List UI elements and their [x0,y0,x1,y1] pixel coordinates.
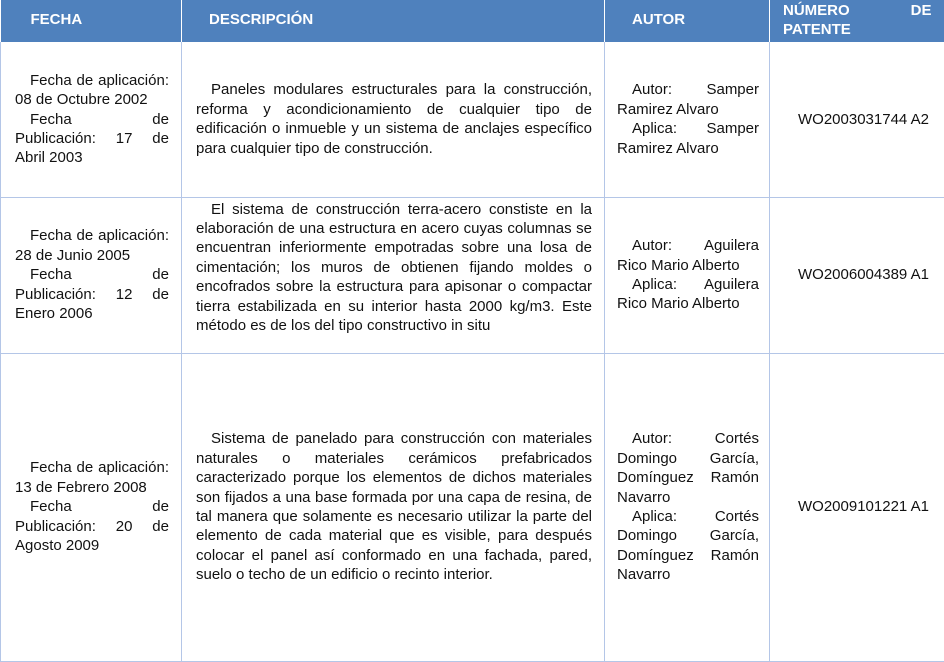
header-fecha: FECHA [1,0,182,42]
fecha-publicacion: Fecha de Publicación: 17 de Abril 2003 [15,110,169,168]
cell-autor [605,197,770,353]
cell-autor [605,42,770,197]
autor-text: Autor: Cortés Domingo García, Domínguez Ramón Navarro [617,429,759,507]
numero-patente-text: WO2006004389 A1 [783,265,934,284]
aplica-text: Aplica: Aguilera Rico Mario Alberto [617,275,759,314]
numero-patente-text: WO2003031744 A2 [783,110,934,129]
cell-descripcion [182,42,605,197]
fecha-aplicacion: Fecha de aplicación: 13 de Febrero 2008 [15,458,169,497]
header-row [1,0,944,42]
autor-text: Autor: Aguilera Rico Mario Alberto [617,236,759,275]
table-row [1,42,944,197]
cell-autor [605,353,770,661]
descripcion-text: Sistema de panelado para construcción con materiales naturales o materiales cerámicos prefabricados caracterizado porque los elementos de dichos materiales son fijados a una base formada por una capa de resina, de tal manera que solamente es necesario utilizar la parte del elemento de cada material que es visible, para después colocar el panel así conformado en una fachada, pared, suelo o techo de un edificio o recinto interior. [196,429,592,584]
table-row [1,353,944,661]
aplica-text: Aplica: Cortés Domingo García, Domínguez Ramón Navarro [617,507,759,585]
fecha-publicacion: Fecha de Publicación: 12 de Enero 2006 [15,265,169,323]
header-numero-word1: NÚMERO [783,1,850,20]
cell-fecha [1,42,182,197]
fecha-publicacion: Fecha de Publicación: 20 de Agosto 2009 [15,497,169,555]
header-numero-patente [770,0,944,42]
numero-patente-text: WO2009101221 A1 [783,497,934,516]
cell-descripcion [182,353,605,661]
header-autor: AUTOR [605,0,770,42]
cell-fecha [1,353,182,661]
cell-fecha [1,197,182,353]
header-numero-word2: DE [911,1,932,20]
aplica-text: Aplica: Samper Ramirez Alvaro [617,119,759,158]
header-numero-word3: PATENTE [783,20,932,39]
cell-descripcion [182,197,605,353]
descripcion-text: El sistema de construcción terra-acero constiste en la elaboración de una estructura en acero cuyas columnas se encuentran inferiormente empotradas sobre una losa de cimentación; los muros de obtienen fijando moldes o encofrados sobre la estructura para apisonar o compactar tierra estabilizada en su interior hasta 2000 kg/m3. Este método es de los del tipo constructivo in situ [196,200,592,336]
fecha-aplicacion: Fecha de aplicación: 08 de Octubre 2002 [15,71,169,110]
cell-numero-patente [770,42,944,197]
cell-numero-patente [770,197,944,353]
table-row [1,197,944,353]
cell-numero-patente [770,353,944,661]
header-descripcion: DESCRIPCIÓN [182,0,605,42]
autor-text: Autor: Samper Ramirez Alvaro [617,80,759,119]
descripcion-text: Paneles modulares estructurales para la construcción, reforma y acondicionamiento de cualquier tipo de edificación o inmueble y un sistema de anclajes específico para cualquier tipo de construcción. [196,80,592,158]
fecha-aplicacion: Fecha de aplicación: 28 de Junio 2005 [15,226,169,265]
